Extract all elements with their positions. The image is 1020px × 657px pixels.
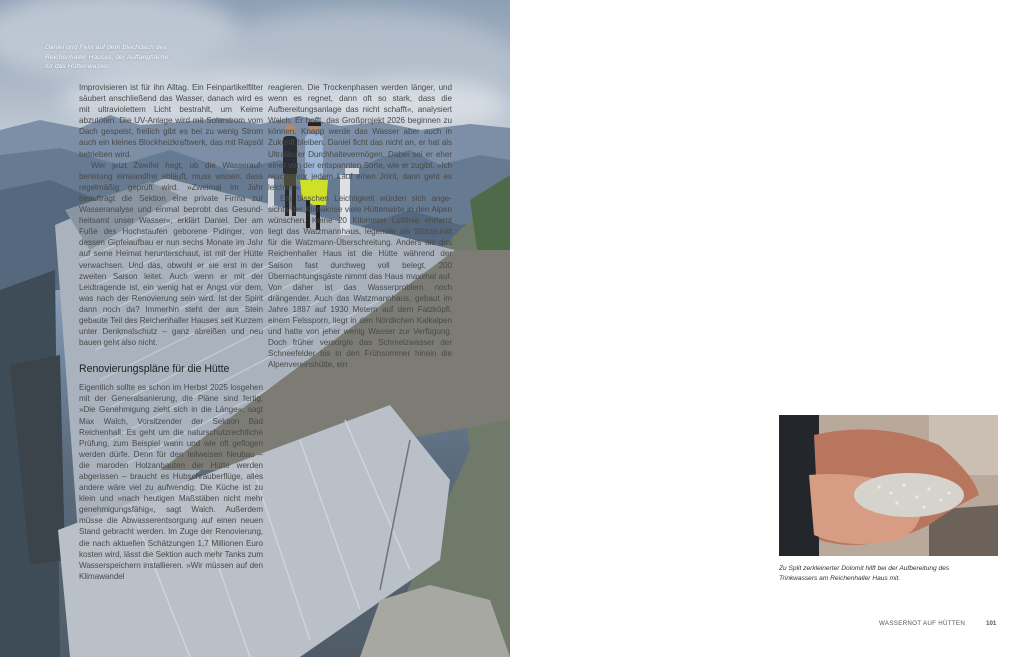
article-column-2 bbox=[268, 82, 452, 370]
article-page bbox=[510, 0, 1020, 657]
paragraph: Improvisieren ist für ihn Alltag. Ein Feinpartikelfilter säubert anschließend das Wasser, danach wird es mit ultraviolettem Licht bestrahlt, um Keime abzutöten. Die UV-Anlage wird mit Solarstrom vom Dach gespeist, freilich gibt es bei zu wenig Strom auch ein kleines Blockheizkraftwerk, das mit Rapsöl betrieben wird. bbox=[79, 83, 263, 159]
paragraph: reagieren. Die Trockenphasen werden länger, und wenn es regnet, dann oft so stark, dass die Aufbereitungsanlage das nicht schafft«, analysiert Walch. Er hofft, das Großprojekt 2026 beginnen zu können. Knapp werde das Wasser aber auch in Zukunft bleiben. Daniel ficht das nicht an, er hat als Ultraläufer Durchhaltevermögen. Dabei sei er eher einer von der entspannten Sorte, wie er zugibt. »Ich rauche vor jedem Lauf einen Joint, dann geht es leichter.« bbox=[268, 83, 452, 192]
section-subheading: Renovierungspläne für die Hütte bbox=[79, 363, 230, 376]
inset-photo-dolomite bbox=[779, 415, 998, 556]
paragraph: Ein bisschen Leichtigkeit würden sich angesichts der Klimakrise viele Hüttenwirte in den Alpen wünschen. Keine 20 Kilometer Luftlinie entfernt liegt das Watzmannhaus, legendär als Stützpunkt für die Watzmann-Überschreitung. Anders als das Reichenhaller Haus ist die Hütte während der Saison fast durchweg voll belegt, 200 Übernachtungsgäste nimmt das Haus maximal auf. Von daher ist das Wasserproblem noch drängender. Auch das Watzmannhaus, gebaut im Jahre 1887 auf 1930 Metern auf dem Falzköpfl, einem Felssporn, liegt in den Nördlichen Kalkalpen und hatte von jeher wenig Wasser zur Verfügung. Doch früher versorgte das Schmelzwasser der Schneefelder bis in den Frühsommer hinein die Alpenvereinshütte, ein bbox=[268, 193, 452, 370]
article-column-1 bbox=[79, 82, 263, 582]
paragraph: Eigentlich sollte es schon im Herbst 2025 losgehen mit der Generalsanierung, die Pläne sind fertig. »Die Genehmigung zieht sich in die Länge«, sagt Max Walch, Vorsitzender der Sektion Bad Reichenhall. Es geht um die naturschutzrechtliche Prüfung, zum Beispiel wann und wie oft geflogen werden dürfe. Denn für den teilweisen Neubau – die maroden Holzanbauten der Hütte werden abgerissen – braucht es Hubschrauberflüge, alles andere wäre viel zu aufwendig. Die Küche ist zu klein und »nach heutigen Maßstäben nicht mehr genehmigungsfähig«, sagt Walch. Außerdem müsse die Abwasserentsorgung auf einen neuen Stand gebracht werden. Im Zuge der Renovierung, die nach aktuellen Schätzungen 1,7 Millionen Euro kosten wird, lässt die Sektion auch mehr Tanks zum Wasserspeichern installieren. »Wir müssen auf den Klimawandel bbox=[79, 383, 263, 581]
paragraph: Wer jetzt Zweifel hegt, ob die Wasseraufbereitung einwandfrei abläuft, muss wissen, dass regelmäßig geprüft wird. »Zweimal im Jahr beauftragt die Sektion eine private Firma zur Wasseranalyse und einmal beprobt das Gesundheitsamt unser Wasser«, erklärt Daniel. Der am Fuße des Hochstaufen geborene Pidinger, von dessen Gipfelaufbau er nun sechs Monate im Jahr auf seine Heimat herunterschaut, ist mit der Hütte verwachsen. Und das, obwohl er sie erst in der zweiten Saison leitet. Auch wenn er mit der Leidtragende ist, ein wenig hat er Angst vor dem, was nach der Renovierung sein wird. Ist der Spirit dann noch da? Immerhin steht der aus Stein gebaute Teil des Reichenhaller Hauses seit Kurzem unter Denkmalschutz – ganz abreißen und neu bauen geht also nicht. bbox=[79, 160, 263, 348]
hands-holding-gravel-image bbox=[779, 415, 998, 556]
page-number: 101 bbox=[986, 620, 997, 627]
inset-photo-caption: Zu Split zerkleinerter Dolomit hilft bei der Aufbereitung des Trinkwassers am Reichenhaller Haus mit. bbox=[779, 565, 950, 582]
hero-photo-caption: Daniel und Felix auf dem Blechdach des Reichenhaller Hauses, der Auffangfläche für das Hüttenwasser bbox=[45, 44, 169, 71]
running-footer-section: WASSERNOT AUF HÜTTEN bbox=[879, 620, 966, 627]
